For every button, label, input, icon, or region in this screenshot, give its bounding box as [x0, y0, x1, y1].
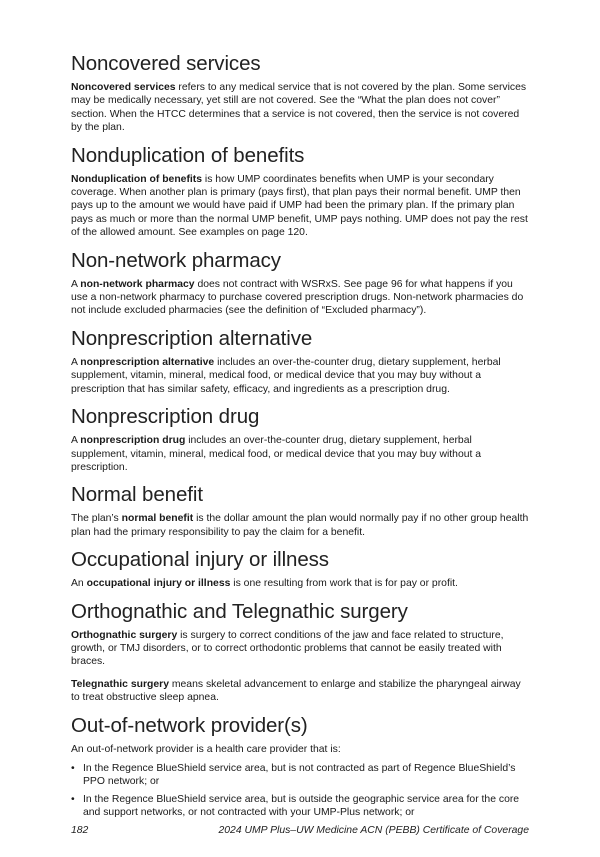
- definition-text: means skeletal advancement to enlarge and stabilize the pharyngeal airway to treat obstructive sleep apnea.: [71, 678, 521, 704]
- definition-section: [71, 52, 531, 135]
- list-item: [71, 762, 531, 789]
- definition-paragraph: [71, 577, 531, 590]
- defined-term: non-network pharmacy: [80, 278, 195, 290]
- section-heading: Nonduplication of benefits: [71, 143, 305, 167]
- definition-section: [71, 548, 531, 590]
- page-footer: [71, 824, 529, 837]
- defined-term: normal benefit: [121, 513, 194, 525]
- definition-paragraph: [71, 356, 531, 396]
- defined-term: occupational injury or illness: [86, 578, 231, 590]
- bullet-icon: •: [71, 762, 75, 774]
- definition-text: does not contract with WSRxS. See page 96 for what happens if you use a non-network pharmacy to purchase covered prescription drugs. Non-network pharmacies do not include excluded pharmacies (see the definition of “Excluded pharmacy”).: [71, 278, 524, 317]
- section-heading: Occupational injury or illness: [71, 548, 329, 572]
- defined-term: Orthognathic surgery: [71, 629, 178, 641]
- definition-text: includes an over-the-counter drug, dietary supplement, herbal supplement, vitamin, mineral, medical food, or medical device that you may buy without a prescription that has similar safety, efficacy, and ingredients as a prescription drug.: [71, 356, 501, 395]
- section-heading: Nonprescription alternative: [71, 326, 313, 350]
- section-heading: Noncovered services: [71, 52, 261, 75]
- section-heading: Orthognathic and Telegnathic surgery: [71, 599, 408, 623]
- definition-section: [71, 144, 531, 240]
- definition-section: [71, 405, 531, 474]
- section-heading: Nonprescription drug: [71, 405, 260, 429]
- list-item-text: In the Regence BlueShield service area, but is outside the geographic service area for the core and support networks, or not contracted with your UMP-Plus network; or: [83, 793, 520, 819]
- paragraph-prefix: A: [71, 356, 81, 368]
- section-heading: Non-network pharmacy: [71, 248, 281, 272]
- definition-paragraph: [71, 629, 531, 669]
- defined-term: Nonduplication of benefits: [71, 173, 203, 185]
- definition-text: is how UMP coordinates benefits when UMP is your secondary coverage. When another plan is primary (pays first), that plan pays their normal benefit. UMP then pays up to the amount we would have paid if UMP had been the primary plan. If the primary plan pays as much or more than the normal UMP benefit, UMP pays nothing. UMP does not pay the rest of the allowed amount. See examples on page 120.: [71, 173, 528, 239]
- definition-paragraph: [71, 278, 531, 318]
- paragraph-prefix: The plan’s: [71, 513, 122, 525]
- definition-paragraph: [71, 81, 531, 135]
- definition-section: [71, 249, 531, 318]
- definition-section: [71, 327, 531, 396]
- definition-paragraph: [71, 512, 531, 539]
- document-title: 2024 UMP Plus–UW Medicine ACN (PEBB) Certificate of Coverage: [218, 824, 529, 836]
- document-page: [71, 52, 531, 820]
- defined-term: Noncovered services: [71, 82, 176, 93]
- paragraph-prefix: A: [71, 435, 81, 447]
- paragraph-prefix: A: [71, 278, 81, 290]
- definition-text: is the dollar amount the plan would normally pay if no other group health plan had the primary responsibility to pay the claim for a benefit.: [71, 513, 529, 538]
- bullet-icon: •: [71, 793, 75, 805]
- definition-text: is one resulting from work that is for pay or profit.: [230, 578, 458, 590]
- definition-section: [71, 714, 531, 820]
- bullet-list: [71, 762, 531, 820]
- definition-paragraph: [71, 434, 531, 474]
- paragraph-prefix: An: [71, 578, 87, 590]
- definition-paragraph: [71, 173, 531, 240]
- definition-text: is surgery to correct conditions of the jaw and face related to structure, growth, or TMJ disorders, or to correct orthodontic problems that cannot be easily treated with braces.: [71, 629, 504, 668]
- definition-text: includes an over-the-counter drug, dietary supplement, herbal supplement, vitamin, mineral, medical food, or medical device that you may buy without a prescription.: [71, 435, 482, 473]
- definition-paragraph: An out-of-network provider is a health care provider that is:: [71, 743, 341, 755]
- list-item: [71, 793, 531, 820]
- section-heading: Out-of-network provider(s): [71, 713, 308, 737]
- page-number: 182: [71, 824, 89, 836]
- defined-term: nonprescription drug: [80, 435, 186, 447]
- defined-term: nonprescription alternative: [80, 356, 215, 368]
- list-item-text: In the Regence BlueShield service area, but is not contracted as part of Regence BlueShield’s PPO network; or: [83, 762, 516, 788]
- section-heading: Normal benefit: [71, 483, 203, 507]
- definition-text: refers to any medical service that is not covered by the plan. Some services may be medically necessary, yet still are not covered. See the “What the plan does not cover” section. When the HTCC determines that a service is not covered, then the service is not covered by the plan.: [71, 82, 527, 134]
- defined-term: Telegnathic surgery: [71, 678, 169, 690]
- definition-section: [71, 600, 531, 705]
- definition-section: [71, 483, 531, 539]
- definition-paragraph: [71, 678, 531, 705]
